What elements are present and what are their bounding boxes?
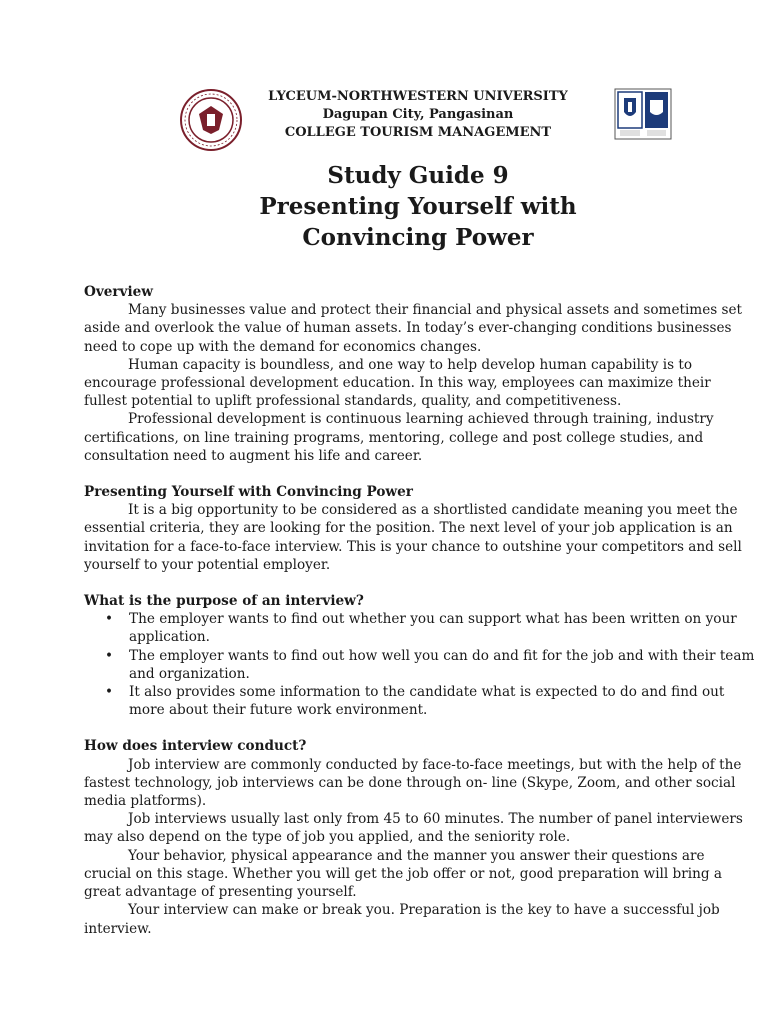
university-name: LYCEUM-NORTHWESTERN UNIVERSITY [268, 89, 568, 104]
overview-paragraph: Human capacity is boundless, and one way to help develop human capability is to encourage professional development education. In this way, employees can maximize their fullest potential to uplift professional standards, quality, and competitiveness. [84, 356, 711, 410]
conduct-paragraph: Job interview are commonly conducted by face-to-face meetings, but with the help of the fastest technology, job interviews can be done through on- line (Skype, Zoom, and other social media platforms). [84, 756, 742, 810]
title-line-3: Convincing Power [302, 224, 534, 251]
title-line-1: Study Guide 9 [327, 162, 509, 189]
presenting-heading: Presenting Yourself with Convincing Power [84, 484, 413, 501]
list-item [84, 683, 756, 719]
title-line-2: Presenting Yourself with [259, 193, 577, 220]
conduct-paragraph: Your interview can make or break you. Preparation is the key to have a successful job interview. [84, 902, 720, 937]
presenting-paragraph: It is a big opportunity to be considered as a shortlisted candidate meaning you meet the essential criteria, they are looking for the position. The next level of your job application is an invitation for a face-to-face interview. This is your chance to outshine your competitors and sell yourself to your potential employer. [84, 502, 742, 573]
conduct-paragraph: Your behavior, physical appearance and the manner you answer their questions are crucial on this stage. Whether you will get the job offer or not, good preparation will bring a great advantage of presenting yourself. [84, 847, 722, 901]
conduct-heading: How does interview conduct? [84, 738, 307, 755]
bullet-icon: • [105, 684, 114, 701]
accreditation-badges-icon [614, 88, 672, 140]
university-seal-icon [179, 88, 243, 152]
document-body [84, 283, 756, 938]
list-item [84, 647, 756, 683]
bullet-icon: • [105, 647, 114, 664]
study-guide-title [0, 160, 768, 253]
purpose-list [84, 610, 756, 719]
bullet-icon: • [105, 611, 114, 628]
list-item-text: The employer wants to find out how well you can do and fit for the job and with their team and organization. [129, 647, 755, 682]
header-text [236, 88, 600, 142]
university-city: Dagupan City, Pangasinan [322, 107, 514, 122]
list-item [84, 610, 756, 646]
overview-paragraph: Professional development is continuous learning achieved through training, industry certifications, on line training programs, mentoring, college and post college studies, and consultation need to augment his life and career. [84, 411, 714, 464]
list-item-text: The employer wants to find out whether you can support what has been written on your application. [129, 611, 737, 646]
list-item-text: It also provides some information to the candidate what is expected to do and find out more about their future work environment. [129, 684, 725, 719]
purpose-heading: What is the purpose of an interview? [84, 593, 364, 610]
college-name: COLLEGE TOURISM MANAGEMENT [284, 125, 552, 140]
conduct-paragraph: Job interviews usually last only from 45 to 60 minutes. The number of panel interviewers may also depend on the type of job you applied, and the seniority role. [84, 811, 743, 846]
overview-paragraph: Many businesses value and protect their financial and physical assets and sometimes set aside and overlook the value of human assets. In today’s ever-changing conditions businesses need to cope up with the demand for economics changes. [84, 302, 743, 355]
document-header [0, 86, 768, 146]
overview-heading: Overview [84, 284, 153, 300]
